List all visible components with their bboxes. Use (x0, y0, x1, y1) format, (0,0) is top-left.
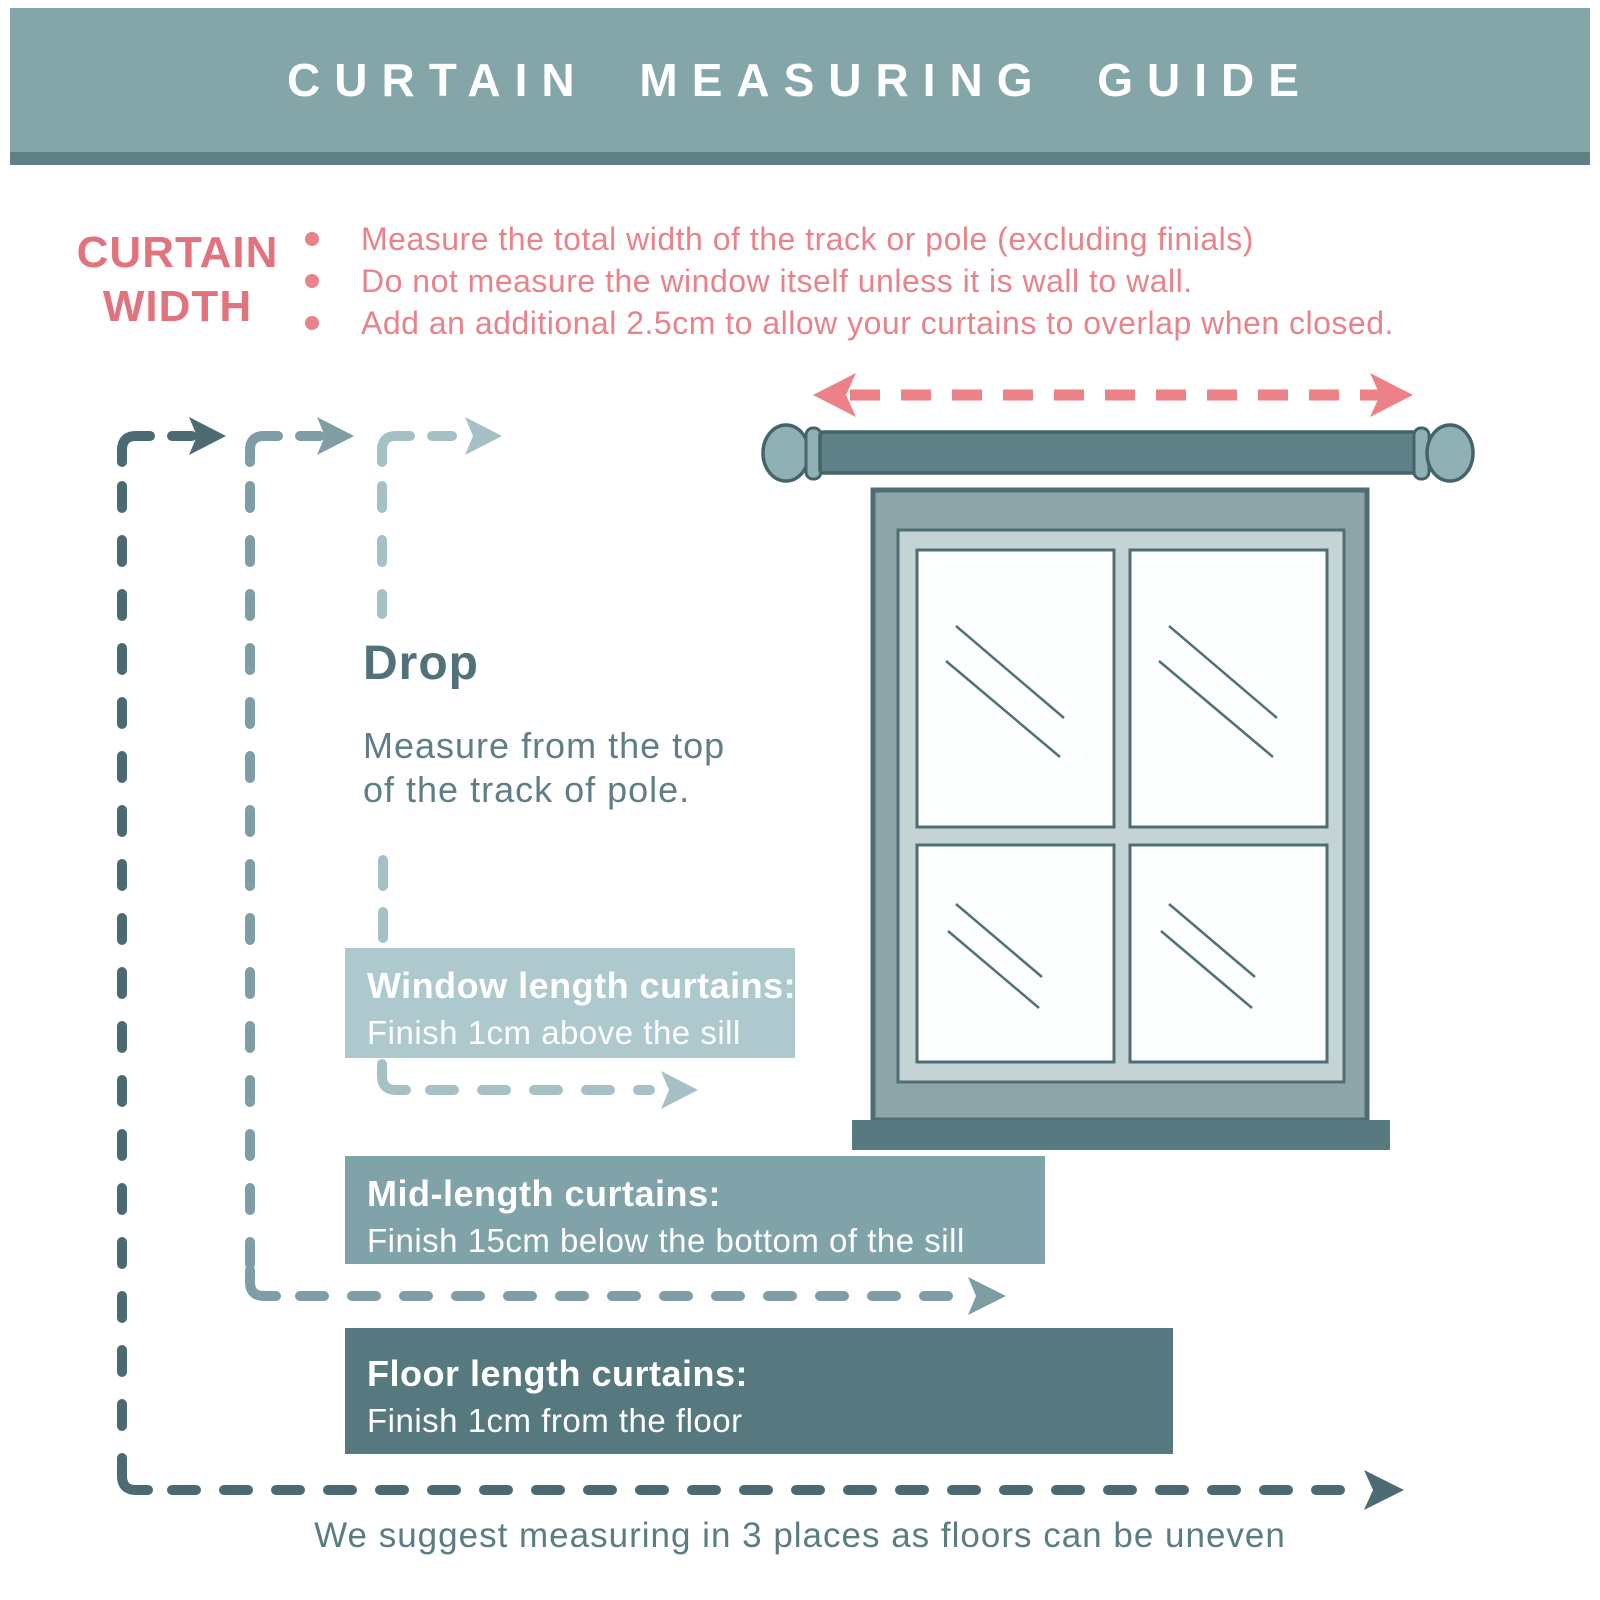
mid-length-title: Mid-length curtains: (367, 1173, 721, 1214)
window-sill (852, 1120, 1390, 1150)
floor-length-box (345, 1328, 1173, 1454)
page-title: CURTAIN MEASURING GUIDE (287, 54, 1313, 106)
pole-finial-right (1427, 425, 1473, 481)
drop-heading: Drop (363, 637, 479, 690)
window-pane (917, 550, 1114, 827)
bullet-text: Add an additional 2.5cm to allow your curtains to overlap when closed. (361, 305, 1394, 341)
curtain-width-label-line1: CURTAIN (76, 228, 279, 277)
window-illustration (852, 490, 1390, 1150)
curtain-pole (763, 425, 1473, 481)
window-length-box (345, 948, 795, 1058)
window-length-detail: Finish 1cm above the sill (367, 1014, 741, 1051)
drop-description-line2: of the track of pole. (363, 769, 691, 810)
drop-description-line1: Measure from the top (363, 725, 726, 766)
floor-length-title: Floor length curtains: (367, 1353, 749, 1394)
width-measure-arrow (813, 373, 1413, 417)
window-length-title: Window length curtains: (367, 965, 797, 1006)
bullet-text: Do not measure the window itself unless it is wall to wall. (361, 263, 1193, 299)
footer-note: We suggest measuring in 3 places as floors can be uneven (314, 1516, 1286, 1555)
drop-description (363, 724, 725, 812)
pole-finial-left (763, 425, 809, 481)
curtain-width-label-line2: WIDTH (102, 282, 253, 331)
bullet-text: Measure the total width of the track or pole (excluding finials) (361, 221, 1254, 257)
mid-length-box (345, 1156, 1045, 1264)
window-pane (1130, 550, 1327, 827)
pole-bar (820, 432, 1416, 473)
floor-length-detail: Finish 1cm from the floor (367, 1402, 743, 1439)
mid-length-detail: Finish 15cm below the bottom of the sill (367, 1222, 965, 1259)
